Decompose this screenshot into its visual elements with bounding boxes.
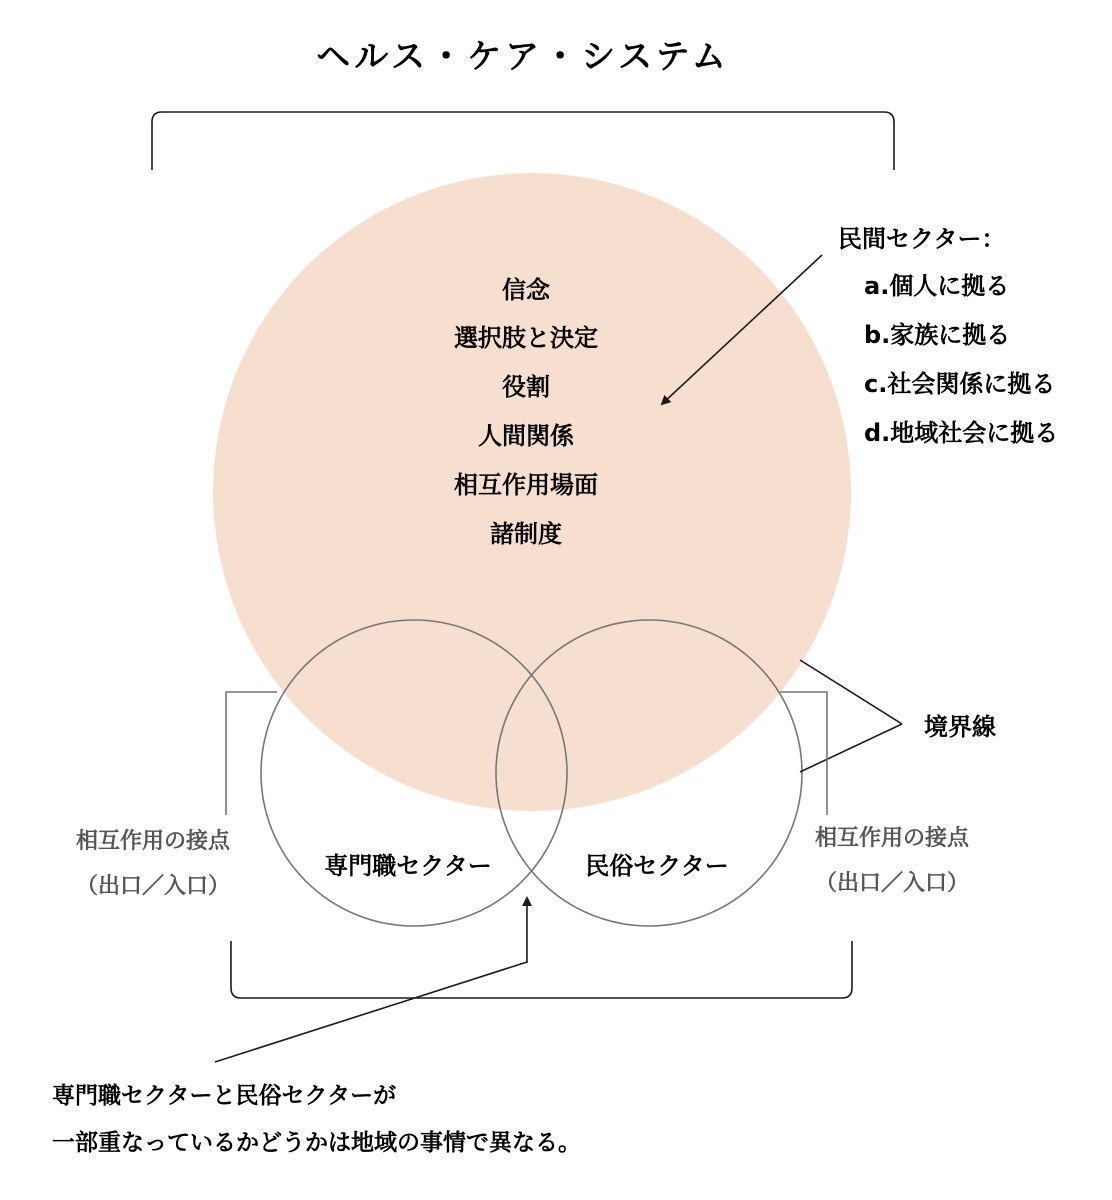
left-contact-sublabel: （出口／入口） [75,874,231,899]
popular-callout-item: d.地域社会に拠る [864,419,1059,447]
right-contact-sublabel: （出口／入口） [814,871,970,896]
popular-callout [838,225,1058,447]
diagram-title: ヘルス・ケア・システム [316,37,730,77]
bottom-note-line2: 一部重なっているかどうかは地域の事情で異なる。 [52,1130,581,1156]
folk-sector-label: 民俗セクター [585,852,729,880]
right-contact-bracket [780,692,827,815]
popular-callout-heading: 民間セクター： [838,225,1006,253]
popular-item: 役割 [502,373,550,401]
popular-item: 諸制度 [490,520,562,548]
popular-item: 相互作用場面 [454,471,598,499]
left-contact-label: 相互作用の接点 [75,829,231,854]
popular-item: 信念 [502,276,550,304]
popular-callout-item: b.家族に拠る [864,321,1011,349]
popular-item: 人間関係 [478,422,574,450]
bottom-note-line1: 専門職セクターと民俗セクターが [52,1083,397,1109]
professional-sector-label: 専門職セクター [324,852,492,880]
popular-callout-item: c.社会関係に拠る [864,370,1056,398]
bottom-bracket [231,941,852,998]
right-contact-label: 相互作用の接点 [814,826,970,851]
left-contact-bracket [226,692,277,815]
popular-item: 選択肢と決定 [454,324,598,352]
top-bracket [152,112,894,170]
popular-callout-item: a.個人に拠る [864,272,1010,300]
overlap-pointer-arrow [215,898,527,1062]
boundary-label: 境界線 [924,713,996,741]
boundary-pointer-line [800,724,902,772]
